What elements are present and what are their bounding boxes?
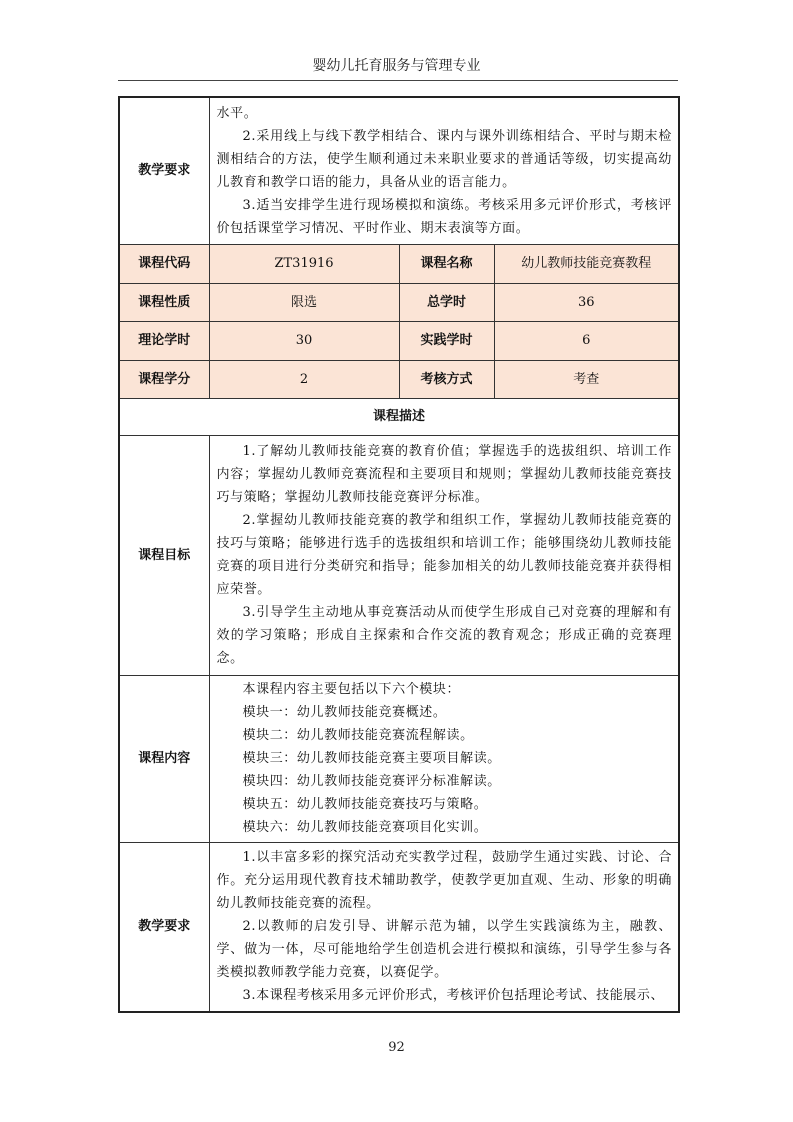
paragraph: 2.掌握幼儿教师技能竞赛的教学和组织工作，掌握幼儿教师技能竞赛的技巧与策略；能够进行选手的选拔组织和培训工作；能够围绕幼儿教师技能竞赛的项目进行分类研究和指导；能参加相关的幼儿教师技能竞赛并获得相应荣誉。	[216, 513, 673, 597]
paragraph: 本课程内容主要包括以下六个模块：	[242, 682, 461, 697]
course-name-value: 幼儿教师技能竞赛教程	[494, 244, 679, 283]
credit-label: 课程学分	[119, 360, 209, 398]
list-item: 模块六：幼儿教师技能竞赛项目化实训。	[242, 820, 488, 835]
total-hours-value: 36	[494, 283, 679, 321]
list-item: 模块三：幼儿教师技能竞赛主要项目解读。	[242, 751, 501, 766]
top-requirements-text	[209, 97, 679, 244]
course-code-value: ZT31916	[209, 244, 399, 283]
list-item: 模块四：幼儿教师技能竞赛评分标准解读。	[242, 774, 501, 789]
practice-hours-value: 6	[494, 321, 679, 360]
paragraph: 1.了解幼儿教师技能竞赛的教育价值；掌握选手的选拔组织、培训工作内容；掌握幼儿教师竞赛流程和主要项目和规则；掌握幼儿教师技能竞赛技巧与策略；掌握幼儿教师技能竞赛评分标准。	[216, 444, 673, 505]
list-item: 模块一：幼儿教师技能竞赛概述。	[242, 705, 447, 720]
teaching-requirements-label: 教学要求	[119, 842, 209, 1012]
paragraph: 3.适当安排学生进行现场模拟和演练。考核采用多元评价形式，考核评价包括课堂学习情况、平时作业、期末表演等方面。	[216, 197, 673, 236]
exam-method-value: 考查	[494, 360, 679, 398]
paragraph: 2.以教师的启发引导、讲解示范为辅，以学生实践演练为主，融教、学、做为一体，尽可能地给学生创造机会进行模拟和演练，引导学生参与各类模拟教师教学能力竞赛，以赛促学。	[216, 919, 673, 981]
info-row-credit	[119, 360, 679, 398]
theory-hours-label: 理论学时	[119, 321, 209, 360]
info-row-nature	[119, 283, 679, 321]
paragraph: 3.本课程考核采用多元评价形式，考核评价包括理论考试、技能展示、	[242, 988, 665, 1004]
paragraph: 水平。	[216, 105, 258, 121]
course-name-label: 课程名称	[399, 244, 494, 283]
goals-row	[119, 435, 679, 675]
total-hours-label: 总学时	[399, 283, 494, 321]
course-description-title: 课程描述	[119, 398, 679, 435]
practice-hours-label: 实践学时	[399, 321, 494, 360]
course-table	[118, 96, 680, 1013]
theory-hours-value: 30	[209, 321, 399, 360]
credit-value: 2	[209, 360, 399, 398]
info-row-code	[119, 244, 679, 283]
list-item: 模块五：幼儿教师技能竞赛技巧与策略。	[242, 797, 488, 812]
info-row-theory	[119, 321, 679, 360]
page-number: 92	[388, 1040, 405, 1055]
course-content-label: 课程内容	[119, 675, 209, 842]
content-row	[119, 675, 679, 842]
course-goals-text	[209, 435, 679, 675]
description-title-row	[119, 398, 679, 435]
requirements-row	[119, 842, 679, 1012]
header-divider	[118, 80, 678, 81]
top-requirements-row	[119, 97, 679, 244]
course-goals-label: 课程目标	[119, 435, 209, 675]
paragraph: 3.引导学生主动地从事竞赛活动从而使学生形成自己对竞赛的理解和有效的学习策略；形成自主探索和合作交流的教育观念；形成正确的竞赛理念。	[216, 605, 673, 666]
exam-method-label: 考核方式	[399, 360, 494, 398]
top-requirements-label: 教学要求	[119, 97, 209, 244]
teaching-requirements-text	[209, 842, 679, 1012]
course-nature-value: 限选	[209, 283, 399, 321]
course-nature-label: 课程性质	[119, 283, 209, 321]
paragraph: 2.采用线上与线下教学相结合、课内与课外训练相结合、平时与期末检测相结合的方法，使学生顺利通过未来职业要求的普通话等级，切实提高幼儿教育和教学口语的能力，具备从业的语言能力。	[216, 128, 673, 190]
list-item: 模块二：幼儿教师技能竞赛流程解读。	[242, 728, 474, 743]
course-content-text	[209, 675, 679, 842]
page-header-title: 婴幼儿托育服务与管理专业	[312, 58, 481, 74]
course-code-label: 课程代码	[119, 244, 209, 283]
paragraph: 1.以丰富多彩的探究活动充实教学过程，鼓励学生通过实践、讨论、合作。充分运用现代教育技术辅助教学，使教学更加直观、生动、形象的明确幼儿教师技能竞赛的流程。	[216, 850, 673, 912]
